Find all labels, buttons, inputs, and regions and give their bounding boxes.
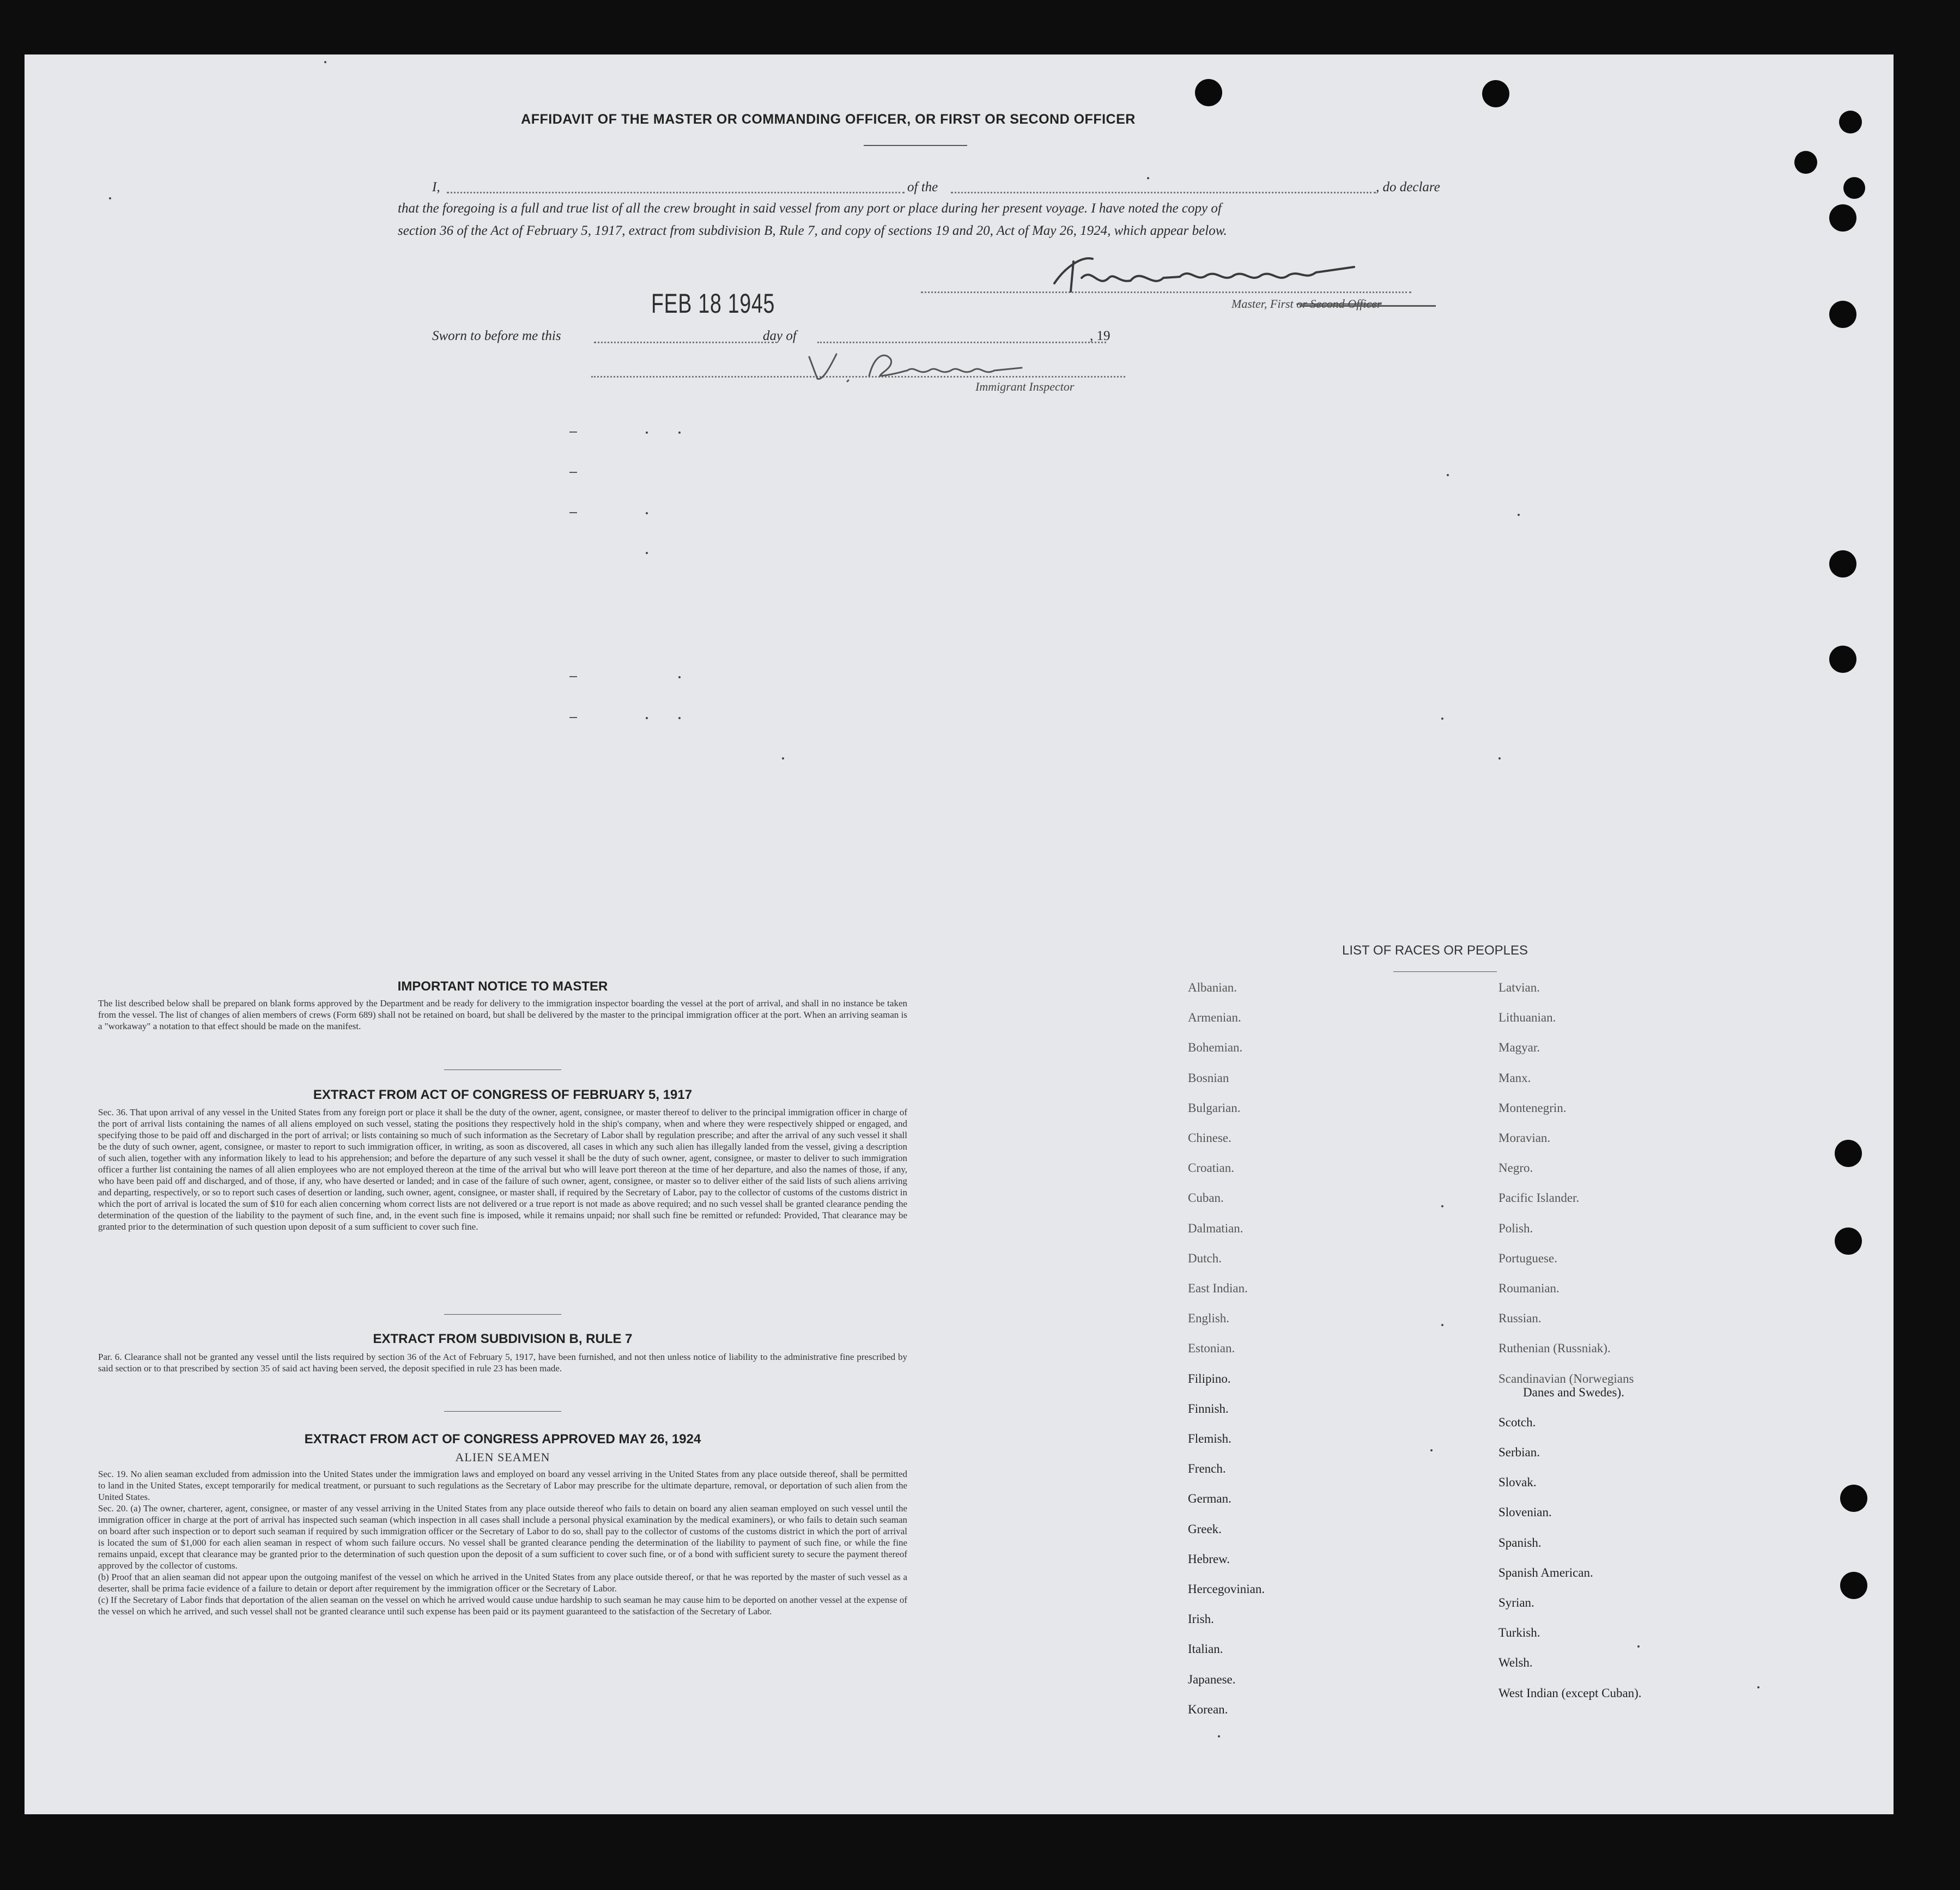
- race-item: Montenegrin.: [1498, 1101, 1567, 1115]
- race-item: Dalmatian.: [1188, 1221, 1243, 1235]
- alien-seamen-subtitle: ALIEN SEAMEN: [455, 1450, 550, 1464]
- sec-20a: Sec. 20. (a) The owner, charterer, agent, consignee, or master of any vessel arriving in the United States from any place outside thereof who fails to detain on board any alien seaman employed on such vessel until the immigration officer in charge at the port of arrival has inspected such seaman (which inspection in all cases shall include a personal physical examination by the medical examiners), or who fails to detain such seaman on board after such inspection or to deport such seaman if required by such immigration officer or the Secretary of Labor to do so, shall pay to the collector of customs of the customs district in which the port of arrival is located the sum of $1,000 for each alien seaman in respect of whom such failure occurs. No vessel shall be granted clearance pending the determination of the liability to payment of such fine, or while the fine remains unpaid, except that clearance may be granted prior to the determination of such question upon the deposit of a sum sufficient to cover such fine, or of a bond with sufficient surety to secure the payment thereof approved by the collector of customs.: [98, 1503, 907, 1571]
- scan-mark: [646, 717, 648, 719]
- race-item: Slovak.: [1498, 1475, 1537, 1490]
- year-label: , 19: [1090, 329, 1111, 343]
- master-label: Master, First or Second Officer: [1231, 297, 1382, 311]
- scan-mark: [1441, 1324, 1443, 1326]
- race-item: French.: [1188, 1462, 1226, 1476]
- race-item: West Indian (except Cuban).: [1498, 1686, 1642, 1700]
- strike-rule: [1300, 305, 1436, 307]
- race-item: Serbian.: [1498, 1445, 1540, 1459]
- scan-mark: [646, 512, 648, 514]
- rule7-body: Par. 6. Clearance shall not be granted any vessel until the lists required by section 36 of the Act of February 5, 1917, have been furnished, and not then unless notice of liability to the administrative fine prescribed by said section or to that prescribed by section 35 of said act having been served, the deposit specified in rule 23 has been made.: [98, 1352, 907, 1374]
- scan-mark: [1147, 177, 1149, 179]
- scan-mark: [646, 432, 648, 434]
- notice-title: IMPORTANT NOTICE TO MASTER: [397, 979, 608, 994]
- race-item: Syrian.: [1498, 1596, 1534, 1609]
- race-item: Scandinavian (Norwegians: [1498, 1371, 1634, 1385]
- scan-mark: [569, 512, 577, 513]
- scan-mark: [678, 717, 681, 719]
- race-item: Armenian.: [1188, 1011, 1241, 1025]
- scan-mark: [782, 757, 784, 759]
- race-item: East Indian.: [1188, 1281, 1248, 1295]
- race-item: Ruthenian (Russniak).: [1498, 1341, 1611, 1356]
- decl-of-the: of the: [907, 180, 938, 195]
- extract-1924-title: EXTRACT FROM ACT OF CONGRESS APPROVED MAY 26, 1924: [304, 1432, 701, 1447]
- punch-hole: [1829, 204, 1856, 232]
- scan-mark: [569, 472, 577, 473]
- race-item: Manx.: [1498, 1071, 1531, 1085]
- race-item: Bosnian: [1188, 1071, 1229, 1085]
- punch-hole: [1835, 1140, 1862, 1167]
- race-item: Cuban.: [1188, 1191, 1224, 1205]
- title-rule: [864, 145, 967, 146]
- race-item: Chinese.: [1188, 1131, 1231, 1145]
- race-item: Lithuanian.: [1498, 1011, 1556, 1025]
- scan-mark: [1430, 1449, 1433, 1451]
- punch-hole: [1794, 151, 1817, 174]
- document-page: [25, 54, 1894, 1814]
- date-stamp: FEB 18 1945: [651, 288, 775, 319]
- race-item: Pacific Islander.: [1498, 1191, 1580, 1205]
- race-item: Greek.: [1188, 1522, 1222, 1536]
- scan-mark: [1757, 1686, 1759, 1688]
- punch-hole: [1829, 646, 1856, 673]
- races-rule: [1393, 971, 1497, 972]
- race-item: Polish.: [1498, 1221, 1533, 1235]
- scan-mark: [569, 432, 577, 433]
- rule7-title: EXTRACT FROM SUBDIVISION B, RULE 7: [373, 1332, 633, 1346]
- race-item: English.: [1188, 1311, 1230, 1326]
- race-item: Croatian.: [1188, 1161, 1234, 1175]
- master-signature: [1049, 245, 1376, 300]
- day-of-label: day of: [763, 329, 797, 343]
- decl-line-3: section 36 of the Act of February 5, 1917, extract from subdivision B, Rule 7, and copy of sections 19 and 20, Act of May 26, 1924, which appear below.: [398, 223, 1227, 238]
- race-item: Welsh.: [1498, 1656, 1533, 1670]
- punch-hole: [1840, 1572, 1867, 1599]
- scan-mark: [569, 676, 577, 677]
- race-item: Danes and Swedes).: [1523, 1385, 1624, 1399]
- race-item: Bulgarian.: [1188, 1101, 1241, 1115]
- sec-20c: (c) If the Secretary of Labor finds that deportation of the alien seaman on the vessel on which he arrived would cause undue hardship to such seaman he may cause him to be deported on another vessel at the expense of the vessel on which he arrived, and such vessel shall not be granted clearance until such expense has been paid or its payment guaranteed to the satisfaction of the Secretary of Labor.: [98, 1595, 907, 1616]
- affidavit-title: AFFIDAVIT OF THE MASTER OR COMMANDING OFFICER, OR FIRST OR SECOND OFFICER: [521, 112, 1136, 127]
- race-item: Spanish American.: [1498, 1565, 1593, 1579]
- race-item: Russian.: [1498, 1311, 1542, 1326]
- race-item: Flemish.: [1188, 1432, 1231, 1445]
- race-item: Spanish.: [1498, 1535, 1542, 1549]
- punch-hole: [1829, 550, 1856, 578]
- punch-hole: [1843, 177, 1865, 199]
- race-item: Magyar.: [1498, 1041, 1540, 1055]
- decl-line-2: that the foregoing is a full and true list of all the crew brought in said vessel from any port or place during her present voyage. I have noted the copy of: [398, 201, 1222, 216]
- scan-mark: [1447, 474, 1449, 476]
- inspector-label: Immigrant Inspector: [975, 380, 1075, 393]
- scan-mark: [1518, 514, 1520, 516]
- race-item: Portuguese.: [1498, 1251, 1557, 1265]
- sec-19: Sec. 19. No alien seaman excluded from admission into the United States under the immigration laws and employed on board any vessel arriving in the United States from any place outside thereof, shall be permitted to land in the United States, except temporarily for medical treatment, or pursuant to such regulations as the Secretary of Labor may prescribe for the ultimate departure, removal, or deportation of such alien from the United States.: [98, 1469, 907, 1502]
- race-item: Latvian.: [1498, 981, 1540, 994]
- scan-mark: [678, 432, 681, 434]
- races-title: LIST OF RACES OR PEOPLES: [1342, 943, 1528, 958]
- race-item: Roumanian.: [1498, 1281, 1559, 1295]
- race-item: Hebrew.: [1188, 1552, 1230, 1566]
- race-item: German.: [1188, 1492, 1231, 1506]
- race-item: Slovenian.: [1498, 1505, 1552, 1520]
- extract-1917-body: Sec. 36. That upon arrival of any vessel in the United States from any foreign port or place it shall be the duty of the owner, agent, consignee, or master thereof to deliver to the principal immigration officer in charge of the port of arrival lists containing the names of all aliens employed on such vessel, stating the positions they respectively hold in the ship's company, when and where they were respectively shipped or engaged, and specifying those to be paid off and discharged in the port of arrival; or lists containing so much of such information as the Secretary of Labor shall by regulation prescribe; and after the arrival of any such vessel it shall be the duty of such owner, agent, consignee, or master to report to such immigration officer, in writing, as soon as discovered, all cases in which any such alien has illegally landed from the vessel, giving a description of such alien, together with any information likely to lead to his apprehension; and before the departure of any such vessel it shall be the duty of such owner, agent, consignee, or master to deliver to such immigration officer a further list containing the names of all alien employees who are not employed thereon at the time of the arrival but who will leave port thereon at the time of her departure, and also the names of those, if any, who have been paid off and discharged, and of those, if any, who have deserted or landed; and in case of the failure of such owner, agent, consignee, or master so to deliver either of the said lists of such aliens arriving and departing, respectively, or so to report such cases of desertion or landing, such owner, agent, consignee, or master shall, if required by the Secretary of Labor, pay to the collector of customs of the customs district in which the port of arrival is located the sum of $10 for each alien concerning whom correct lists are not delivered or a true report is not made as above required; and no such vessel shall be granted clearance pending the determination of the question of the liability to the payment of such fine, and, in the event such fine is imposed, while it remains unpaid; nor shall such fine be remitted or refunded: Provided, That clearance may be granted prior to the determination of such question upon deposit of a sum sufficient to cover such fine.: [98, 1107, 907, 1232]
- scan-mark: [1637, 1645, 1640, 1648]
- race-item: Irish.: [1188, 1612, 1214, 1626]
- race-item: Negro.: [1498, 1161, 1533, 1175]
- divider: [444, 1069, 561, 1070]
- punch-hole: [1482, 80, 1509, 107]
- scan-mark: [1441, 718, 1443, 720]
- race-item: Bohemian.: [1188, 1041, 1243, 1055]
- sworn-label: Sworn to before me this: [432, 329, 561, 343]
- punch-hole: [1839, 111, 1862, 133]
- extract-1924-body: [98, 1468, 907, 1617]
- day-blank: [594, 342, 774, 343]
- race-item: Estonian.: [1188, 1341, 1235, 1356]
- race-item: Korean.: [1188, 1702, 1228, 1716]
- race-item: Dutch.: [1188, 1251, 1222, 1265]
- race-item: Filipino.: [1188, 1371, 1231, 1385]
- scan-mark: [646, 552, 648, 554]
- race-item: Finnish.: [1188, 1401, 1229, 1415]
- punch-hole: [1195, 79, 1222, 106]
- scan-mark: [1498, 757, 1501, 759]
- vessel-blank: [951, 192, 1376, 193]
- divider: [444, 1314, 561, 1315]
- race-item: Turkish.: [1498, 1626, 1540, 1640]
- scan-mark: [1441, 1205, 1443, 1207]
- decl-declare: , do declare: [1376, 180, 1440, 195]
- sec-20b: (b) Proof that an alien seaman did not appear upon the outgoing manifest of the vessel on which he arrived in the United States from any place outside thereof, or that he was reported by the master of such vessel as a deserter, shall be prima facie evidence of a failure to detain or deport after requirement by the immigration officer or the Secretary of Labor.: [98, 1572, 907, 1594]
- race-item: Moravian.: [1498, 1131, 1551, 1145]
- extract-1917-title: EXTRACT FROM ACT OF CONGRESS OF FEBRUARY 5, 1917: [313, 1087, 693, 1102]
- scan-mark: [109, 197, 111, 199]
- punch-hole: [1829, 301, 1856, 328]
- race-item: Scotch.: [1498, 1415, 1536, 1429]
- scan-mark: [324, 61, 326, 63]
- punch-hole: [1835, 1227, 1862, 1255]
- race-item: Albanian.: [1188, 981, 1237, 994]
- race-item: Italian.: [1188, 1642, 1223, 1656]
- scan-mark: [569, 717, 577, 718]
- race-item: Japanese.: [1188, 1672, 1236, 1686]
- scan-mark: [1218, 1735, 1220, 1737]
- divider: [444, 1411, 561, 1412]
- decl-i: I,: [432, 180, 440, 195]
- notice-body: The list described below shall be prepared on blank forms approved by the Department and be ready for delivery to the immigration inspector boarding the vessel at the port of arrival, and shall in no instance be taken from the vessel. The list of changes of alien members of crews (Form 689) shall not be retained on board, but shall be delivered by the master to the principal immigration officer at the port. When an arriving seaman is a "workaway" a notation to that effect should be made on the manifest.: [98, 998, 907, 1031]
- scan-mark: [678, 676, 681, 678]
- name-blank: [447, 192, 905, 193]
- race-item: Hercegovinian.: [1188, 1582, 1265, 1596]
- punch-hole: [1840, 1485, 1867, 1512]
